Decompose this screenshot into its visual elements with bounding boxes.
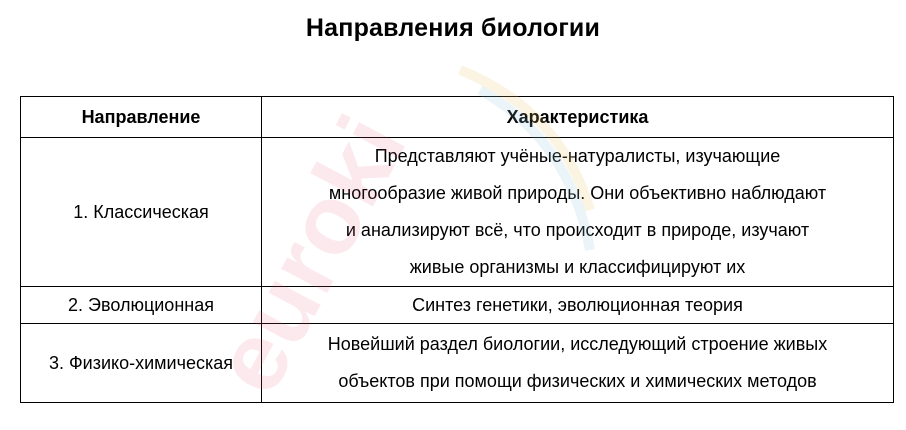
row-characteristic <box>262 287 894 324</box>
page-title: Направления биологии <box>305 14 601 42</box>
characteristic-line: Новейший раздел биологии, исследующий строение живых <box>327 334 828 354</box>
watermark-text: euroki <box>191 98 427 410</box>
characteristic-line: объектов при помощи физических и химических методов <box>338 371 817 391</box>
header-direction: Направление <box>21 97 262 138</box>
characteristic-line: Представляют учёные-натуралисты, изучающие <box>374 146 781 166</box>
header-characteristic: Характеристика <box>262 97 894 138</box>
table-header-row <box>21 97 894 138</box>
characteristic-line: многообразие живой природы. Они объективно наблюдают <box>328 183 827 203</box>
table-row <box>21 287 894 324</box>
characteristic-line: Синтез генетики, эволюционная теория <box>412 295 743 315</box>
row-direction: 1. Классическая <box>21 138 262 287</box>
characteristic-line: и анализируют всё, что происходит в природе, изучают <box>345 220 810 240</box>
characteristic-line: живые организмы и классифицируют их <box>409 257 746 277</box>
biology-directions-table <box>20 96 894 403</box>
row-characteristic <box>262 324 894 403</box>
row-direction: 2. Эволюционная <box>21 287 262 324</box>
table-row <box>21 324 894 403</box>
row-direction: 3. Физико-химическая <box>21 324 262 403</box>
table-row <box>21 138 894 287</box>
row-characteristic <box>262 138 894 287</box>
